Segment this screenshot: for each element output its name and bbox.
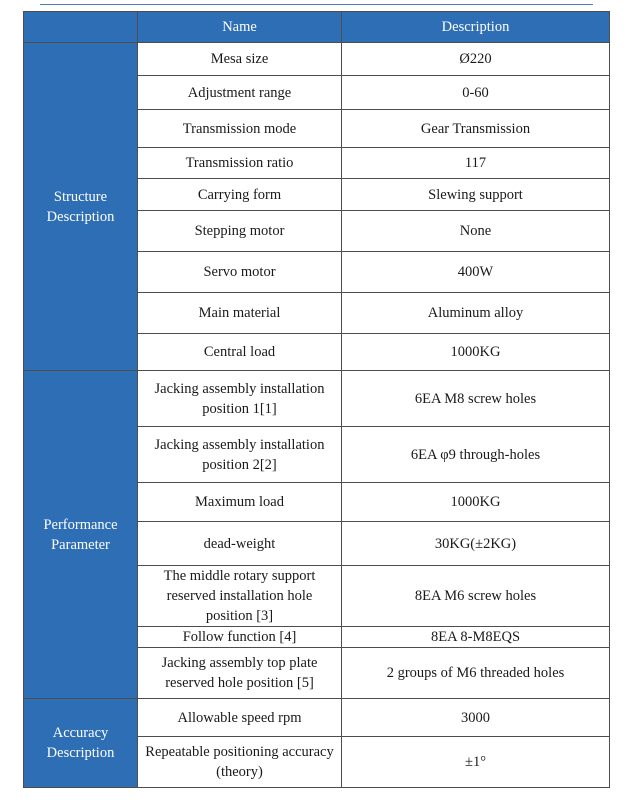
parameter-name: Mesa size	[138, 43, 342, 76]
parameter-name: dead-weight	[138, 522, 342, 566]
parameter-name: Maximum load	[138, 483, 342, 522]
parameter-value: 3000	[342, 699, 610, 737]
parameter-name: Main material	[138, 293, 342, 334]
parameter-name: The middle rotary support reserved installation hole position [3]	[138, 566, 342, 627]
parameter-name: Follow function [4]	[138, 627, 342, 648]
parameter-name: Stepping motor	[138, 211, 342, 252]
parameter-value: Gear Transmission	[342, 110, 610, 148]
parameter-value: 8EA 8-M8EQS	[342, 627, 610, 648]
parameter-name: Jacking assembly top plate reserved hole position [5]	[138, 648, 342, 699]
parameter-value: 0-60	[342, 76, 610, 110]
parameter-value: 1000KG	[342, 483, 610, 522]
parameter-value: 117	[342, 148, 610, 179]
parameter-name: Servo motor	[138, 252, 342, 293]
parameter-value: ±1°	[342, 737, 610, 788]
parameter-name: Transmission ratio	[138, 148, 342, 179]
parameter-value: Aluminum alloy	[342, 293, 610, 334]
parameter-value: 8EA M6 screw holes	[342, 566, 610, 627]
parameter-name: Carrying form	[138, 179, 342, 211]
header-name: Name	[138, 12, 342, 43]
table-row	[24, 371, 610, 427]
parameter-value: Ø220	[342, 43, 610, 76]
table-body	[24, 43, 610, 788]
parameter-name: Central load	[138, 334, 342, 371]
parameter-name: Allowable speed rpm	[138, 699, 342, 737]
header-description: Description	[342, 12, 610, 43]
top-divider-line	[40, 4, 593, 5]
parameter-name: Repeatable positioning accuracy (theory)	[138, 737, 342, 788]
header-corner-cell	[24, 12, 138, 43]
parameter-value: 400W	[342, 252, 610, 293]
parameter-value: 1000KG	[342, 334, 610, 371]
table-row	[24, 699, 610, 737]
parameter-value: 2 groups of M6 threaded holes	[342, 648, 610, 699]
parameter-name: Transmission mode	[138, 110, 342, 148]
parameter-value: 6EA M8 screw holes	[342, 371, 610, 427]
parameter-name: Jacking assembly installation position 1[1]	[138, 371, 342, 427]
header-row	[24, 12, 610, 43]
parameter-value: Slewing support	[342, 179, 610, 211]
parameter-name: Jacking assembly installation position 2[2]	[138, 427, 342, 483]
parameter-value: 6EA φ9 through-holes	[342, 427, 610, 483]
parameter-value: 30KG(±2KG)	[342, 522, 610, 566]
section-label: Accuracy Description	[24, 699, 138, 788]
table-row	[24, 43, 610, 76]
parameter-name: Adjustment range	[138, 76, 342, 110]
specification-table	[23, 11, 610, 788]
section-label: Performance Parameter	[24, 371, 138, 699]
parameter-value: None	[342, 211, 610, 252]
section-label: Structure Description	[24, 43, 138, 371]
